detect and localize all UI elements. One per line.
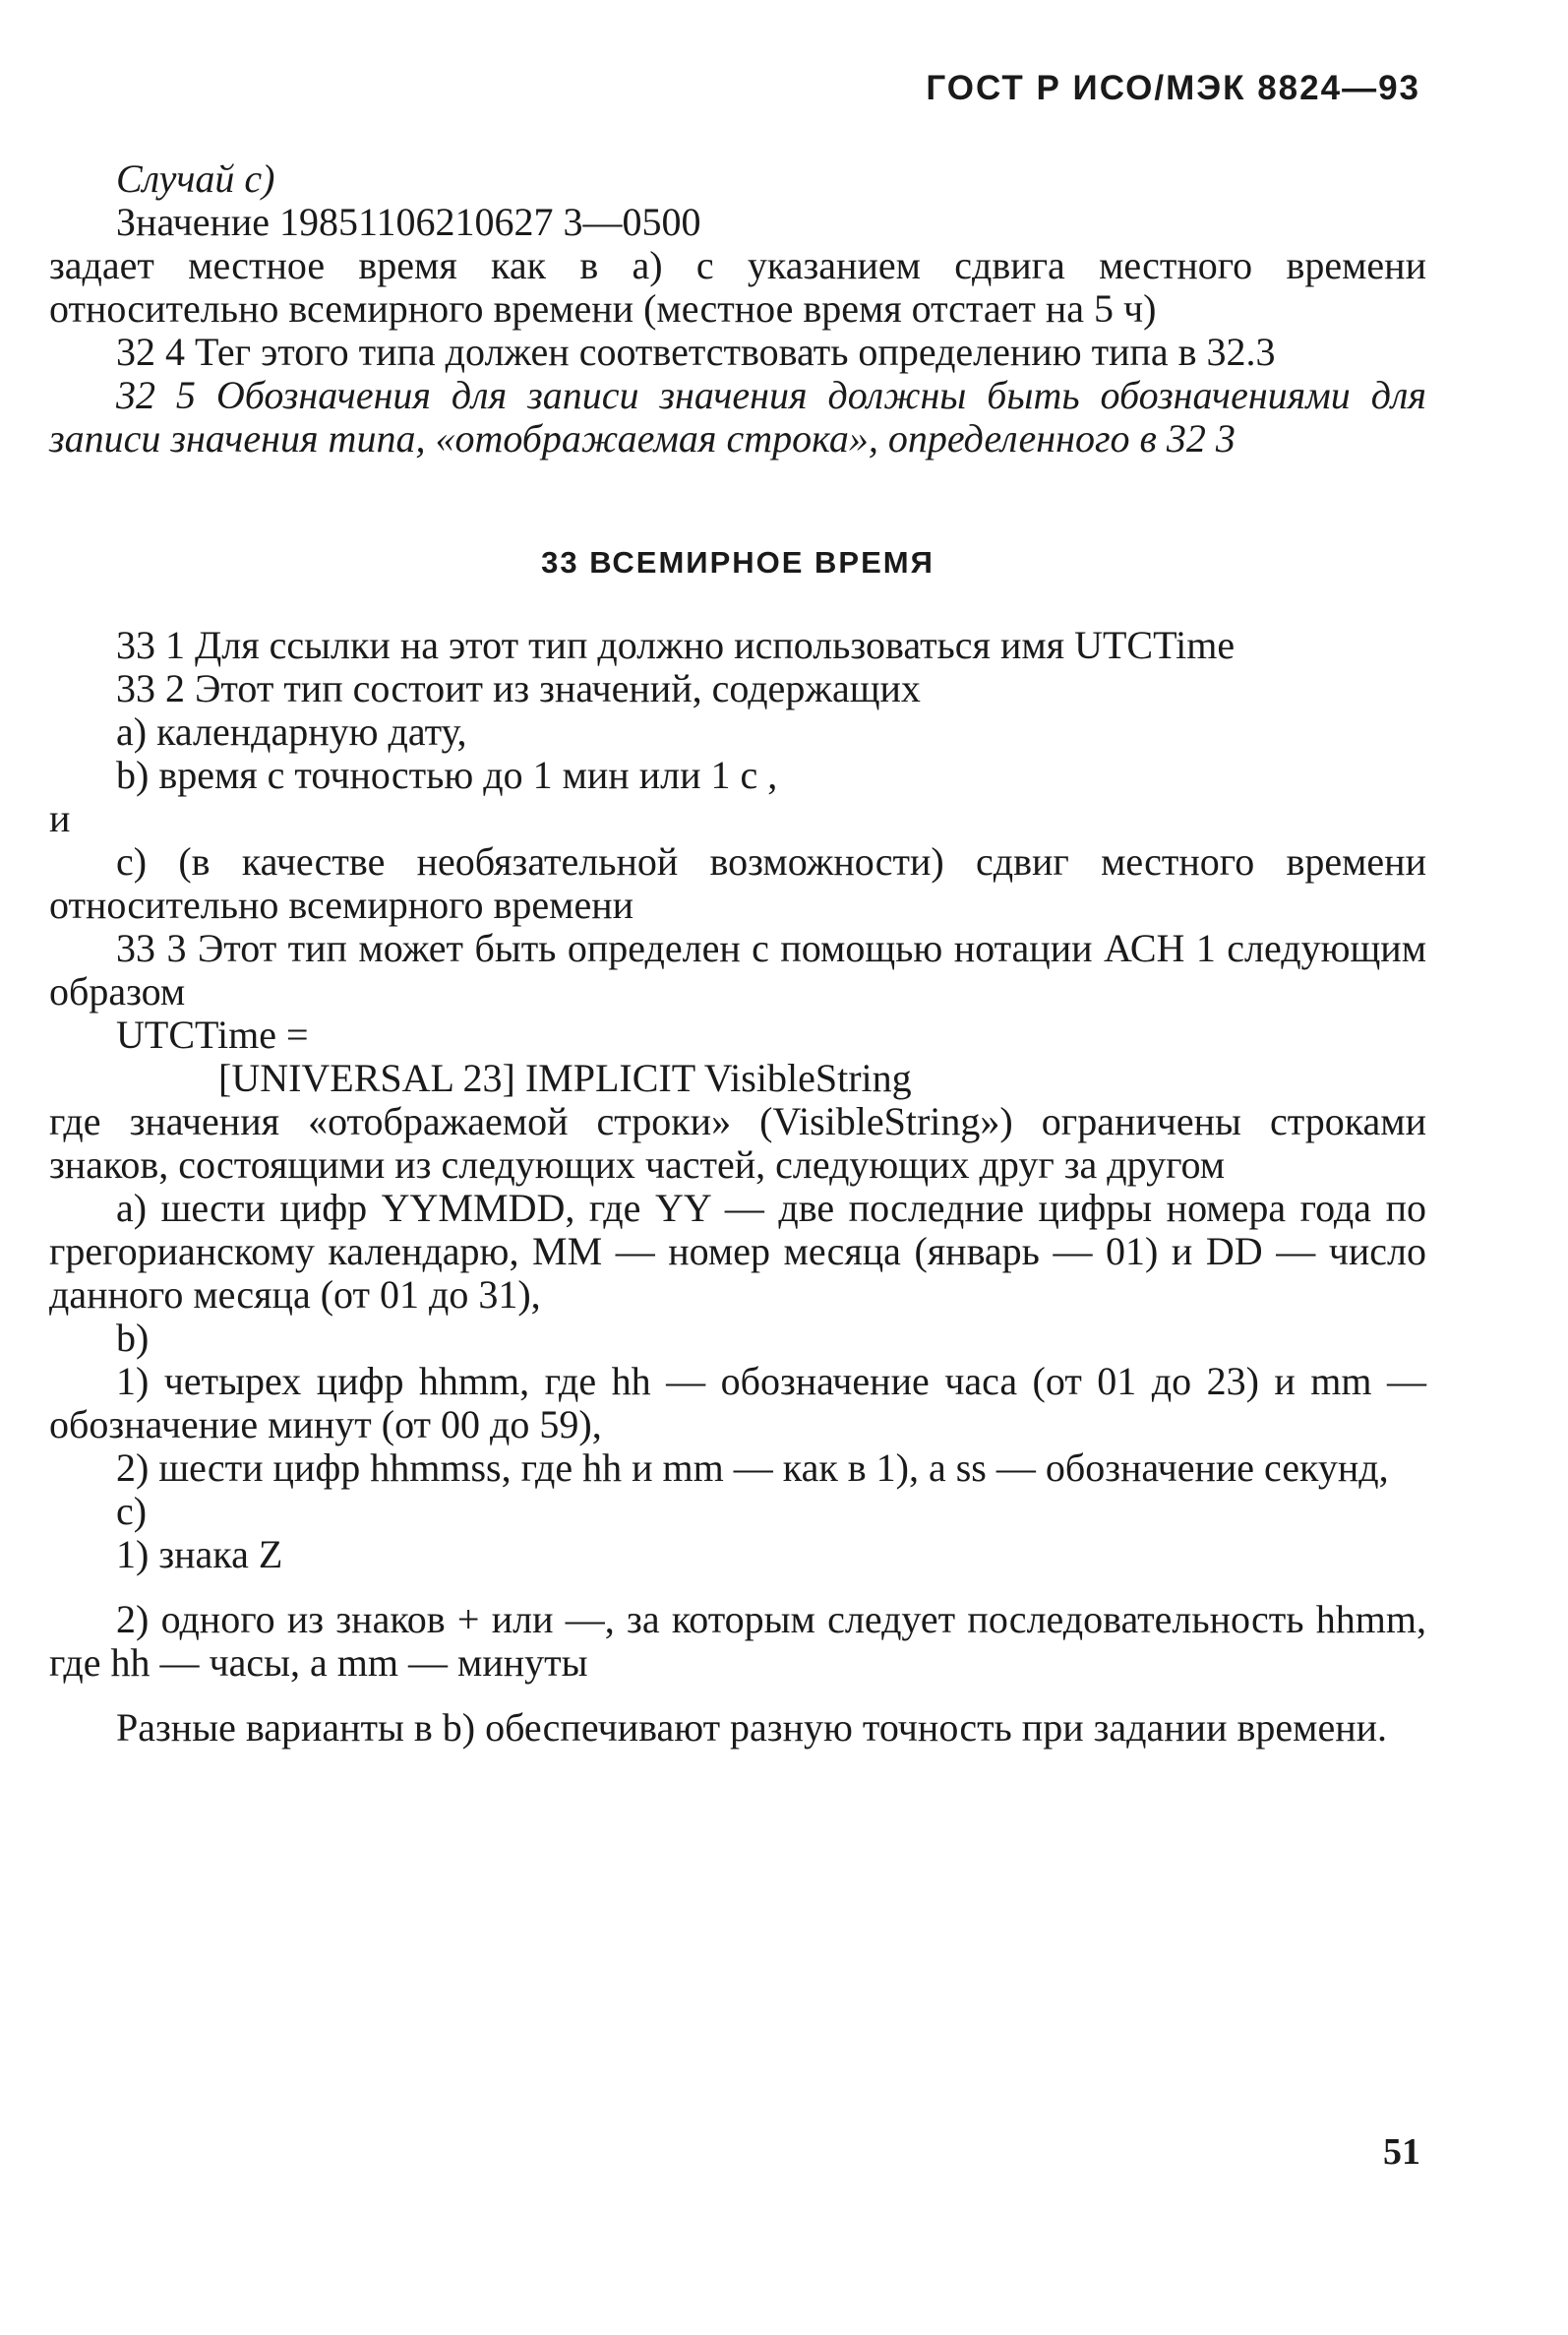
paragraph-32-5: 32 5 Обозначения для записи значения должны быть обозначениями для записи значения типа, «отображаемая строка», определенного в 32 3 [49,373,1426,461]
item-b-2: 2) шести цифр hhmmss, где hh и mm — как в 1), а ss — обозначение секунд, [116,1445,1389,1490]
paragraph-32-4: 32 4 Тег этого типа должен соответствовать определению типа в 32.3 [116,330,1276,374]
paragraph-33-3: 33 3 Этот тип может быть определен с помощью нотации АСН 1 следующим образом [49,926,1426,1014]
section-33-title: 33 ВСЕМИРНОЕ ВРЕМЯ [541,545,935,580]
asn1-code-line-2: [UNIVERSAL 23] IMPLICIT VisibleString [218,1056,912,1100]
case-c-value: Значение 19851106210627 3—0500 [116,200,701,244]
paragraph-33-2-b: b) время с точностью до 1 мин или 1 с , [116,753,778,797]
case-c-heading: Случай с) [116,156,275,201]
asn1-code-line-1: UTCTime = [116,1013,309,1057]
paragraph-33-3-description: где значения «отображаемой строки» (VisibleString») ограничены строками знаков, состоящими из следующих частей, следующих друг за другом [49,1099,1426,1187]
item-c: с) [116,1489,148,1533]
item-b: b) [116,1316,150,1360]
case-c-description: задает местное время как в а) с указанием сдвига местного времени относительно всемирного времени (местное время отстает на 5 ч) [49,243,1426,331]
paragraph-33-2-and: и [49,796,71,840]
paragraph-33-2-a: а) календарную дату, [116,709,467,754]
item-c-1: 1) знака Z [116,1532,283,1576]
paragraph-33-1: 33 1 Для ссылки на этот тип должно использоваться имя UTCTime [116,623,1236,667]
item-a: а) шести цифр YYMMDD, где YY — две последние цифры номера года по грегорианскому календарю, MM — номер месяца (январь — 01) и DD — число данного месяца (от 01 до 31), [49,1186,1426,1317]
paragraph-33-2-c: с) (в качестве необязательной возможности) сдвиг местного времени относительно всемирного времени [49,839,1426,927]
paragraph-33-2: 33 2 Этот тип состоит из значений, содержащих [116,666,921,710]
page-number: 51 [1383,2131,1420,2173]
document-body [49,157,1426,1750]
item-c-2: 2) одного из знаков + или —, за которым следует последовательность hhmm, где hh — часы, а mm — минуты [49,1597,1426,1685]
document-header: ГОСТ Р ИСО/МЭК 8824—93 [926,69,1420,107]
item-b-1: 1) четырех цифр hhmm, где hh — обозначение часа (от 01 до 23) и mm — обозначение минут (от 00 до 59), [49,1359,1426,1446]
closing-paragraph: Разные варианты в b) обеспечивают разную точность при задании времени. [116,1705,1388,1750]
